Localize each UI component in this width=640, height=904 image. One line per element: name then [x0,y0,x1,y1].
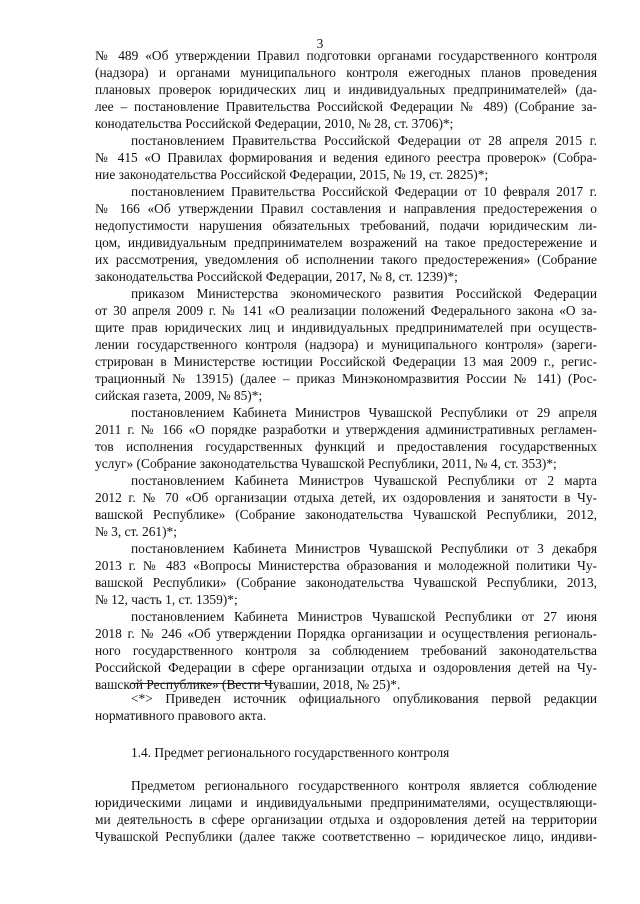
text-line: ного государственного контроля за соблюдением требований законодательства [95,643,597,658]
text-line: тов исполнения государственных функций и предоставления государственных [95,439,597,454]
footnote-text: <*> Приведен источник официального опубликования первой редакции [131,691,597,706]
text-line: постановлением Правительства Российской Федерации от 28 апреля 2015 г. [131,133,597,148]
text-line: щите прав юридических лиц и индивидуальных предпринимателей при осуществ- [95,320,597,335]
text-line: трационный № 13915) (далее – приказ Минэкономразвития России № 141) (Рос- [95,371,597,386]
text-line: постановлением Кабинета Министров Чувашской Республики от 27 июня [131,609,597,624]
text-line: вашской Республике» (Собрание законодательства Чувашской Республики, 2012, [95,507,597,522]
text-line: цом, индивидуальным предпринимателем возражений на такое предостережение и [95,235,597,250]
text-line: 2012 г. № 70 «Об организации отдыха детей, их оздоровления и занятости в Чу- [95,490,597,505]
page-number: 3 [316,36,324,51]
footnote-separator [131,683,273,684]
footnote-text: нормативного правового акта. [95,708,267,723]
text-line: № 12, часть 1, ст. 1359)*; [95,592,238,607]
text-line: вашской Республики» (Собрание законодательства Чувашской Республики, 2013, [95,575,597,590]
text-line: от 30 апреля 2009 г. № 141 «О реализации положений Федерального закона «О за- [95,303,597,318]
text-line: 2018 г. № 246 «Об утверждении Порядка организации и осуществления региональ- [95,626,597,641]
text-line: постановлением Кабинета Министров Чувашской Республики от 3 декабря [131,541,597,556]
section-heading: 1.4. Предмет регионального государственного контроля [131,745,450,760]
text-line: Предметом регионального государственного контроля является соблюдение [131,778,597,793]
text-line: стрирован в Министерстве юстиции Российской Федерации 13 мая 2009 г., регис- [95,354,597,369]
text-line: № 489 «Об утверждении Правил подготовки органами государственного контроля [95,48,597,63]
text-line: конодательства Российской Федерации, 2010, № 28, ст. 3706)*; [95,116,454,131]
text-line: Российской Федерации в сфере организации отдыха и оздоровления детей на Чу- [95,660,597,675]
text-line: услуг» (Собрание законодательства Чувашской Республики, 2011, № 4, ст. 353)*; [95,456,557,471]
text-line: постановлением Правительства Российской Федерации от 10 февраля 2017 г. [131,184,597,199]
text-line: юридическими лицами и индивидуальными предпринимателями, осуществляющи- [95,795,597,810]
text-line: лении государственного контроля (надзора) и муниципального контроля» (зареги- [95,337,597,352]
text-line: недопустимости нарушения обязательных требований, подачи юридическим ли- [95,218,597,233]
text-line: 2013 г. № 483 «Вопросы Министерства образования и молодежной политики Чу- [95,558,597,573]
text-line: № 166 «Об утверждении Правил составления и направления предостережения о [95,201,597,216]
text-line: 2011 г. № 166 «О порядке разработки и утверждения административных регламен- [95,422,597,437]
text-line: сийская газета, 2009, № 85)*; [95,388,263,403]
text-line: (надзора) и органами муниципального контроля ежегодных планов проведения [95,65,597,80]
text-line: плановых проверок юридических лиц и индивидуальных предпринимателей» (да- [95,82,597,97]
text-line: ми деятельность в сфере организации отдыха и оздоровления детей на территории [95,812,597,827]
text-line: ние законодательства Российской Федерации, 2015, № 19, ст. 2825)*; [95,167,489,182]
text-line: № 3, ст. 261)*; [95,524,177,539]
text-line: постановлением Кабинета Министров Чувашской Республики от 2 марта [131,473,597,488]
text-line: Чувашской Республики (далее также соответственно – юридическое лицо, индиви- [95,829,597,844]
text-line: № 415 «О Правилах формирования и ведения единого реестра проверок» (Собра- [95,150,597,165]
text-line: законодательства Российской Федерации, 2017, № 8, ст. 1239)*; [95,269,458,284]
text-line: приказом Министерства экономического развития Российской Федерации [131,286,597,301]
text-line: постановлением Кабинета Министров Чувашской Республики от 29 апреля [131,405,597,420]
text-line: лее – постановление Правительства Российской Федерации № 489) (Собрание за- [95,99,597,114]
text-line: их рассмотрения, уведомления об исполнении такого предостережения» (Собрание [95,252,597,267]
text-line: вашской Республике» (Вести Чувашии, 2018, № 25)*. [95,677,401,692]
